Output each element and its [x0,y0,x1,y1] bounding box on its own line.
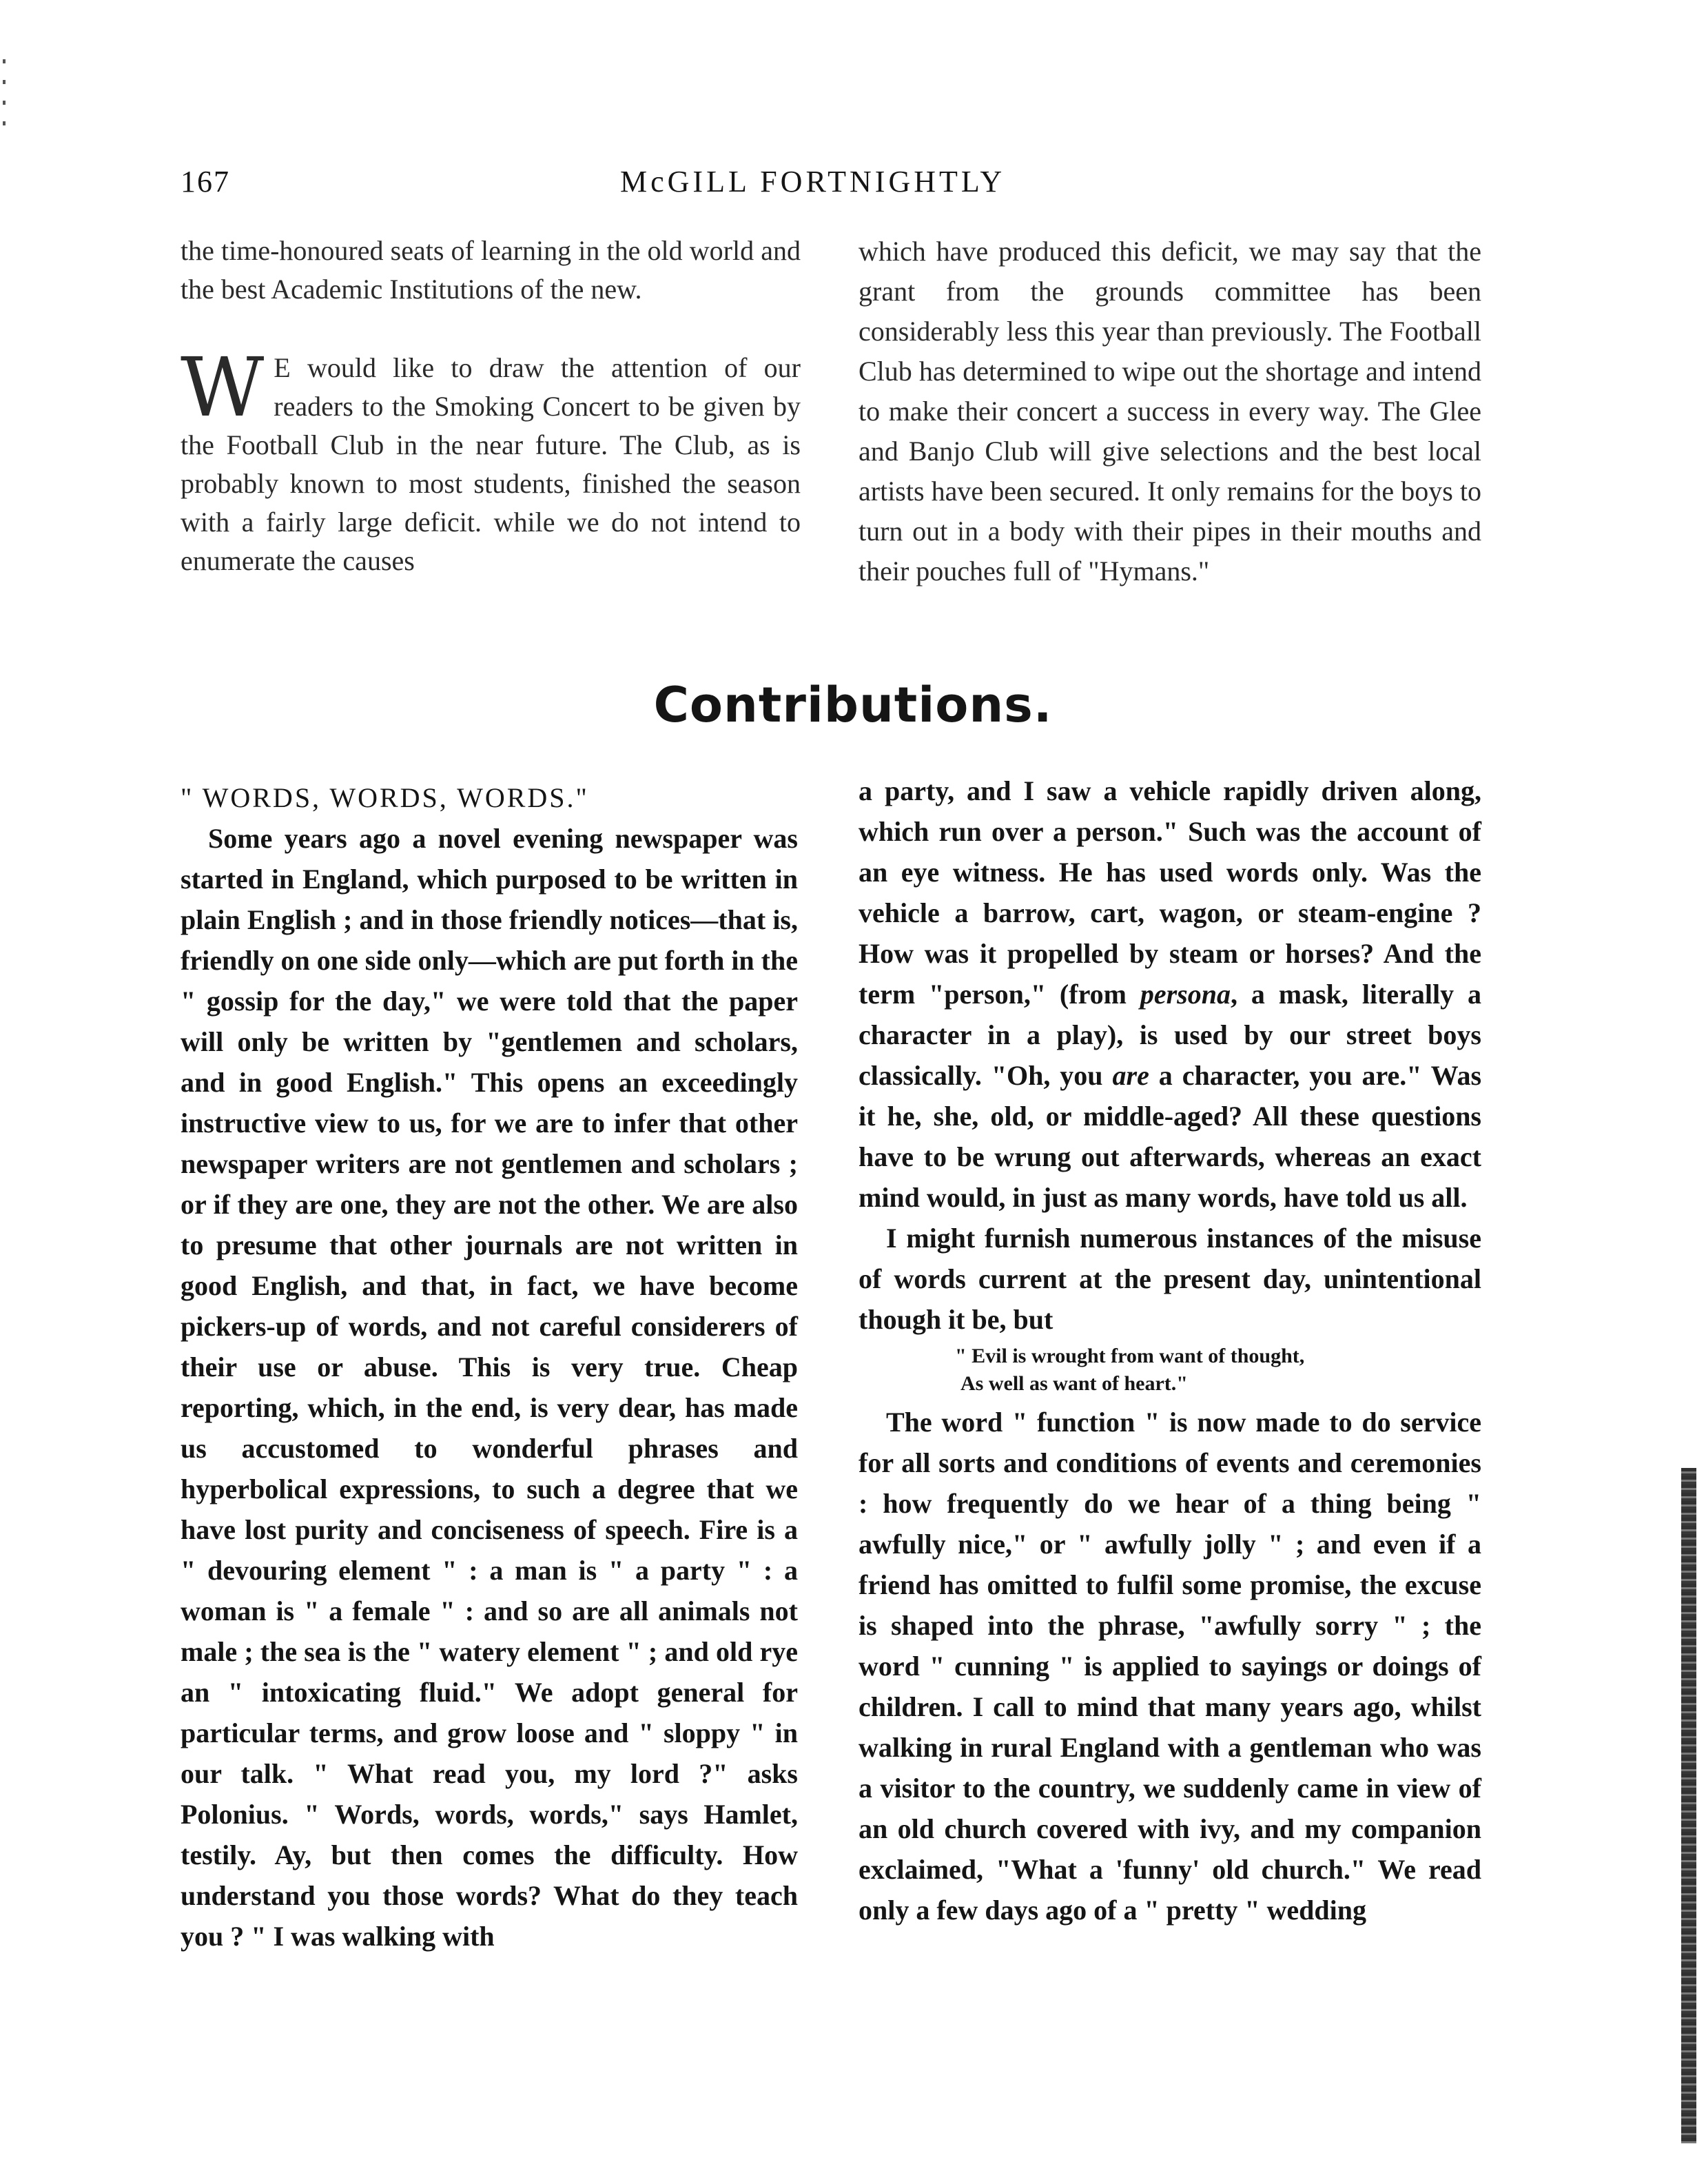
article-right-paragraph-1 [859,770,1481,1218]
running-head: McGILL FORTNIGHTLY [620,165,1006,198]
quotation [955,1343,1481,1398]
page-number: 167 [181,165,230,198]
drop-cap: W [181,340,265,435]
article-title: " WORDS, WORDS, WORDS." [181,782,589,813]
italic-word-are: are [1112,1060,1149,1091]
article-left-column [181,777,798,1957]
top-left-column [181,232,801,580]
article-right-paragraph-3: The word " function " is now made to do service for all sorts and conditions of events and ceremonies : how frequently do we hear of a thing being " awfully nice," or " awfully jolly " ; and even if a friend has omitted to fulfil some promise, the excuse is shaped into the phrase, "awfully sorry " ; the word " cunning " is applied to sayings or doings of children. I call to mind that many years ago, whilst walking in rural England with a gentleman who was a visitor to the country, we suddenly came in view of an old church covered with ivy, and my companion exclaimed, "What a 'funny' old church." We read only a few days ago of a " pretty " wedding [859,1407,1481,1926]
article-right-paragraph-2: I might furnish numerous instances of the misuse of words current at the present day, unintentional though it be, but [859,1223,1481,1335]
paragraph-text: a character, you are." Was it he, she, old, or middle-aged? All these questions have to be wrung out afterwards, whereas an exact mind would, in just as many words, have told us all. [859,1060,1482,1213]
scan-edge-strip [1681,1468,1696,2143]
paragraph-text: a party, and I saw a vehicle rapidly driven along, which run over a person." Such was the account of an eye witness. He has used words only. Was the vehicle a barrow, cart, wagon, or steam-engine ? How was it propelled by steam or horses? And the term "person," (from [859,775,1481,1010]
top-left-paragraph: the time-honoured seats of learning in the old world and the best Academic Institutions of the new. [181,235,801,305]
paragraph-text: , a mask, literally a character in a play), is used by our street boys classically. "Oh, you [859,979,1482,1091]
top-right-column [859,232,1481,591]
article-left-paragraph: Some years ago a novel evening newspaper was started in England, which purposed to be written in plain English ; and in those friendly notices—that is, friendly on one side only—which are put forth in the " gossip for the day," we were told that the paper will only be written by "gentlemen and scholars, and in good English." This opens an exceedingly instructive view to us, for we are to infer that other newspaper writers are not gentlemen and scholars ; or if they are one, they are not the other. We are also to presume that other journals are not written in good English, and that, in fact, we have become pickers-up of words, and not careful considerers of their use or abuse. This is very true. Cheap reporting, which, in the end, is very dear, has made us accustomed to wonderful phrases and hyperbolical expressions, to such a degree that we have lost purity and conciseness of speech. Fire is a " devouring element " : a man is " a party " : a woman is " a female " : and so are all animals not male ; the sea is the " watery element " ; and old rye an " intoxicating fluid." We adopt general for particular terms, and grow loose and " sloppy " in our talk. " What read you, my lord ?" asks Polonius. " Words, words, words," says Hamlet, testily. Ay, but then comes the difficulty. How understand you those words? What do they teach you ? " I was walking with [181,823,798,1952]
quotation-line-2: As well as want of heart." [960,1372,1188,1395]
article-right-column [859,770,1481,1930]
top-right-paragraph: which have produced this deficit, we may say that the grant from the grounds committee has been considerably less this year than previously. The Football Club has determined to wipe out the shortage and intend to make their concert a success in every way. The Glee and Banjo Club will give selections and the best local artists have been secured. It only remains for the boys to turn out in a body with their pipes in their mouths and their pouches full of "Hymans." [859,236,1481,586]
quotation-line-1: " Evil is wrought from want of thought, [955,1345,1305,1367]
football-notice-paragraph [181,340,801,580]
page-edge-mark [3,59,6,142]
italic-word-persona: persona [1140,979,1231,1010]
football-notice-text: E would like to draw the attention of our readers to the Smoking Concert to be given by the Football Club in the near future. The Club, as is probably known to most students, finished the season with a fairly large deficit. while we do not intend to enumerate the causes [181,352,801,576]
section-title: Contributions. [653,677,1053,733]
